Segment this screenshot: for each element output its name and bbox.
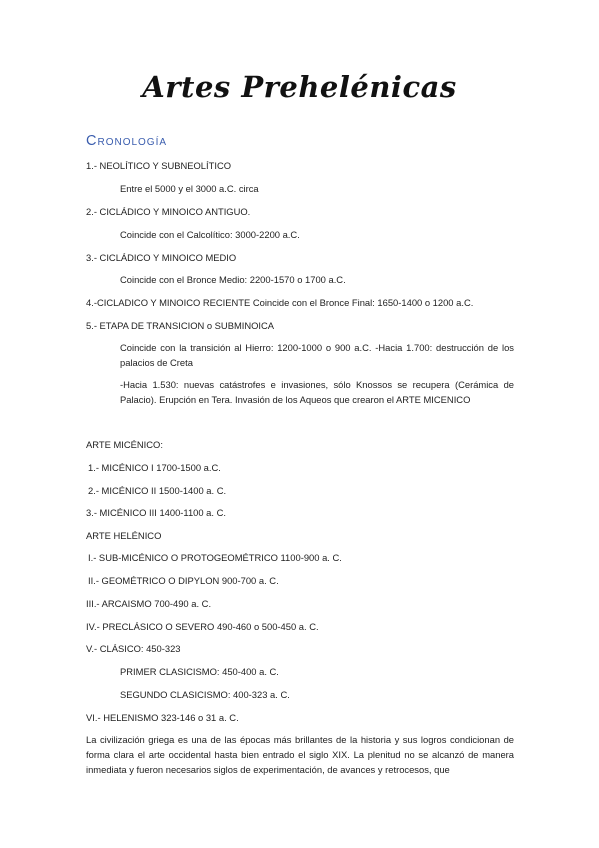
hellenic-5a: PRIMER CLASICISMO: 450-400 a. C. [120,666,279,677]
hellenic-5b: SEGUNDO CLASICISMO: 400-323 a. C. [120,689,290,700]
page-title: Artes Prehelénicas [142,70,457,104]
period-2-heading: 2.- CICLÁDICO Y MINOICO ANTIGUO. [86,206,251,217]
period-5-detail-2: -Hacia 1.530: nuevas catástrofes e invasiones, sólo Knossos se recupera (Cerámica de Palacio). Erupción en Tera. Invasión de los Aqueos que crearon el ARTE MICENICO [120,379,514,405]
hellenic-4: IV.- PRECLÁSICO O SEVERO 490-460 o 500-450 a. C. [86,621,319,632]
mycenaean-1: 1.- MICÉNICO I 1700-1500 a.C. [88,462,221,473]
period-1-heading: 1.- NEOLÍTICO Y SUBNEOLÍTICO [86,160,232,171]
mycenaean-3: 3.- MICÉNICO III 1400-1100 a. C. [86,507,226,518]
hellenic-2: II.- GEOMÉTRICO O DIPYLON 900-700 a. C. [88,575,279,586]
intro-paragraph: La civilización griega es una de las épocas más brillantes de la historia y sus logros condicionan de forma clara el arte occidental hasta bien entrado el siglo XIX. La plenitud no se alcanzó de manera inmediata y fueron necesarios siglos de experimentación, de avances y retrocesos, que [86,734,514,775]
hellenic-3: III.- ARCAISMO 700-490 a. C. [86,598,212,609]
hellenic-6: VI.- HELENISMO 323-146 o 31 a. C. [86,712,239,723]
section-heading: Cronología [86,133,168,149]
period-3-detail: Coincide con el Bronce Medio: 2200-1570 o 1700 a.C. [120,274,346,285]
hellenic-5: V.- CLÁSICO: 450-323 [86,643,181,654]
period-5-detail-1: Coincide con la transición al Hierro: 1200-1000 o 900 a.C. -Hacia 1.700: destrucción de los palacios de Creta [120,342,514,368]
hellenic-heading: ARTE HELÉNICO [86,530,162,541]
period-1-detail: Entre el 5000 y el 3000 a.C. circa [120,183,259,194]
mycenaean-2: 2.- MICÉNICO II 1500-1400 a. C. [88,485,227,496]
period-2-detail: Coincide con el Calcolítico: 3000-2200 a.C. [120,229,300,240]
period-4-heading: 4.-CICLADICO Y MINOICO RECIENTE Coincide con el Bronce Final: 1650-1400 o 1200 a.C. [86,297,474,308]
mycenaean-heading: ARTE MICÉNICO: [86,439,163,450]
period-3-heading: 3.- CICLÁDICO Y MINOICO MEDIO [86,252,237,263]
period-5-heading: 5.- ETAPA DE TRANSICION o SUBMINOICA [86,320,275,331]
hellenic-1: I.- SUB-MICÉNICO O PROTOGEOMÉTRICO 1100-900 a. C. [88,552,342,563]
